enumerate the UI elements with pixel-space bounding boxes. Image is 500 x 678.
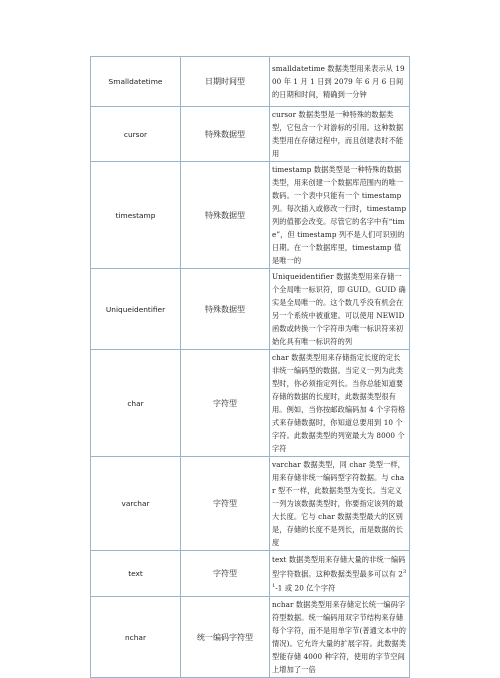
type-category-cell: 统一编码字符型	[181, 597, 270, 678]
type-category-cell: 字符型	[181, 350, 270, 457]
type-category-cell: 日期时间型	[181, 57, 270, 107]
table-row	[91, 457, 410, 551]
type-name-cell: Smalldatetime	[91, 57, 181, 107]
type-name-cell: text	[91, 551, 181, 597]
type-category-cell: 字符型	[181, 457, 270, 551]
type-name-cell: char	[91, 350, 181, 457]
type-name-cell: cursor	[91, 107, 181, 162]
desc-text-post: -1 或 20 亿个字符	[275, 583, 336, 593]
type-description-cell	[270, 551, 410, 597]
table-row	[91, 162, 410, 269]
type-name-cell: varchar	[91, 457, 181, 551]
type-description-cell: varchar 数据类型，同 char 类型一样，用来存储非统一编码型字符数据。与 char 型不一样，此数据类型为变长。当定义一列为该数据类型时，你要指定该列的最大长度。它与 char 数据类型最大的区别是，存储的长度不是列长，而是数据的长度	[270, 457, 410, 551]
table-row	[91, 107, 410, 162]
type-category-cell: 字符型	[181, 551, 270, 597]
table-row	[91, 350, 410, 457]
table-row	[91, 57, 410, 107]
type-category-cell: 特殊数据型	[181, 162, 270, 269]
desc-text-pre: text 数据类型用来存储大量的非统一编码型字符数据。这种数据类型最多可以有 2	[272, 554, 406, 578]
type-description-cell: timestamp 数据类型是一种特殊的数据类型，用来创建一个数据库范围内的唯一数码。一个表中只能有一个 timestamp 列。每次插入或修改一行时，timestamp 列的值都会改变。尽管它的名字中有“time”，但 timestamp 列不是人们可识别的日期。在一个数据库里，timestamp 值是唯一的	[270, 162, 410, 269]
type-description-cell: smalldatetime 数据类型用来表示从 1900 年 1 月 1 日到 2079 年 6 月 6 日间的日期和时间，精确到一分钟	[270, 57, 410, 107]
type-name-cell: timestamp	[91, 162, 181, 269]
data-type-table	[90, 56, 410, 678]
type-category-cell: 特殊数据型	[181, 107, 270, 162]
table-row	[91, 597, 410, 678]
type-category-cell: 特殊数据型	[181, 269, 270, 350]
type-description-cell: cursor 数据类型是一种特殊的数据类型，它包含一个对游标的引用。这种数据类型用在存储过程中，而且创建表时不能用	[270, 107, 410, 162]
type-description-cell: Uniqueidentifier 数据类型用来存储一个全局唯一标识符，即 GUID。GUID 确实是全局唯一的。这个数几乎没有机会在另一个系统中被重建。可以使用 NEWID 函数或转换一个字符串为唯一标识符来初始化具有唯一标识符的列	[270, 269, 410, 350]
exponent: 31	[272, 568, 407, 589]
type-description-cell: nchar 数据类型用来存储定长统一编码字符型数据。统一编码用双字节结构来存储每个字符，而不是用单字节(普通文本中的情况)。它允许大量的扩展字符。此数据类型能存储 4000 种字符，使用的字节空间上增加了一倍	[270, 597, 410, 678]
type-name-cell: Uniqueidentifier	[91, 269, 181, 350]
type-name-cell: nchar	[91, 597, 181, 678]
table-row	[91, 269, 410, 350]
type-description-cell: char 数据类型用来存储指定长度的定长非统一编码型的数据。当定义一列为此类型时，你必须指定列长。当你总能知道要存储的数据的长度时，此数据类型很有用。例如，当你按邮政编码加 4 个字符格式来存储数据时，你知道总要用到 10 个字符。此数据类型的列宽最大为 8000 个字符	[270, 350, 410, 457]
table-row	[91, 551, 410, 597]
